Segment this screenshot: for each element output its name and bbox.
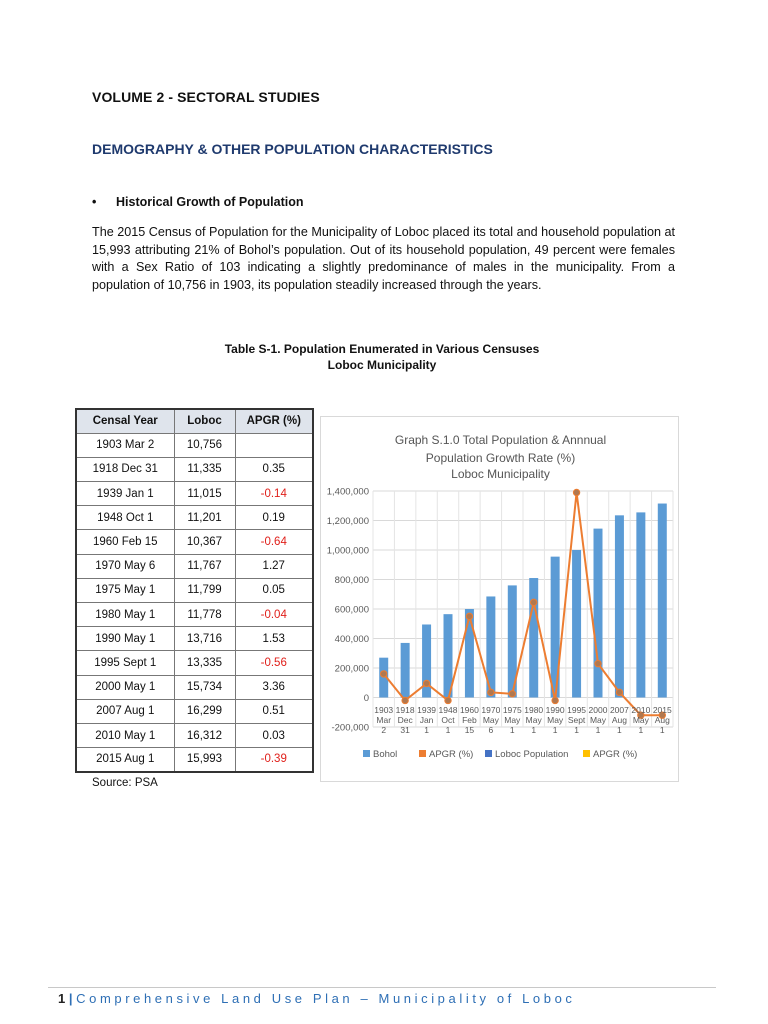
cell-censal-year: 1939 Jan 1 [76,482,174,506]
x-tick-label-month: Jan [419,715,434,725]
y-tick-label: 1,000,000 [326,545,369,557]
bar [594,529,603,698]
footer-separator: | [68,991,73,1006]
census-table-body [76,433,313,772]
cell-censal-year: 1970 May 6 [76,554,174,578]
table-row [76,457,313,481]
x-tick-label-day: 15 [464,725,475,735]
population-chart [320,416,679,782]
y-tick-label: -200,000 [331,722,369,734]
table-row [76,723,313,747]
body-paragraph: The 2015 Census of Population for the Municipality of Loboc placed its total and household population at 15,993 attributing 21% of Bohol’s population. Out of its household population, 49 percent were females with a Sex Ratio of 103 indicating a slightly predominance of males in the municipality. From a population of 10,756 in 1903, its population steadily increased through the years. [92,225,675,292]
table-row [76,748,313,772]
legend-label: Loboc Population [495,749,569,760]
table-subtitle: Loboc Municipality [327,358,437,372]
table-row [76,627,313,651]
x-tick-label-year: 1970 [481,705,501,715]
table-row [76,506,313,530]
cell-loboc: 13,335 [174,651,235,675]
x-tick-label-month: May [504,715,521,725]
cell-loboc: 16,299 [174,699,235,723]
legend-label: APGR (%) [593,749,638,760]
bar [658,504,667,698]
x-tick-label-year: 1990 [545,705,565,715]
x-tick-label-month: Oct [441,715,455,725]
cell-apgr: -0.64 [235,530,313,554]
y-tick-label: 800,000 [334,575,369,586]
line-point [466,613,472,619]
x-tick-label-day: 1 [595,725,601,735]
cell-censal-year: 2000 May 1 [76,675,174,699]
cell-loboc: 11,201 [174,506,235,530]
table-row [76,651,313,675]
x-tick-label-month: Aug [654,715,670,725]
chart-title-line-2: Population Growth Rate (%) [425,451,576,465]
cell-apgr: -0.14 [235,482,313,506]
x-tick-label-month: May [632,715,649,725]
x-tick-label-month: Mar [376,715,392,725]
bullet-text: Historical Growth of Population [116,195,304,209]
legend-swatch [419,750,426,757]
cell-loboc: 15,993 [174,748,235,772]
cell-censal-year: 1980 May 1 [76,603,174,627]
cell-loboc: 16,312 [174,723,235,747]
x-tick-label-month: Aug [611,715,627,725]
x-tick-label-year: 1980 [524,705,544,715]
cell-apgr: 0.51 [235,699,313,723]
y-tick-label: 600,000 [334,604,369,616]
cell-loboc: 11,335 [174,457,235,481]
x-tick-label-day: 1 [659,725,665,735]
cell-apgr: 0.03 [235,723,313,747]
x-tick-label-year: 2007 [609,705,629,715]
x-tick-label-month: May [525,715,542,725]
x-tick-label-day: 1 [617,725,622,735]
cell-censal-year: 2010 May 1 [76,723,174,747]
x-tick-label-day: 1 [445,725,451,735]
bar [636,512,645,697]
table-row [76,603,313,627]
cell-censal-year: 1918 Dec 31 [76,457,174,481]
y-tick-label: 1,400,000 [326,486,369,498]
cell-loboc: 10,367 [174,530,235,554]
x-tick-label-month: May [547,715,564,725]
cell-apgr: -0.39 [235,748,313,772]
table-row [76,433,313,457]
section-title: DEMOGRAPHY & OTHER POPULATION CHARACTERISTICS [92,141,493,157]
x-tick-label-year: 1995 [567,705,587,715]
x-tick-label-day: 2 [381,725,387,735]
x-tick-label-year: 2000 [588,705,608,715]
x-tick-label-year: 1975 [502,705,522,715]
chart-title-line-3: Loboc Municipality [451,467,550,481]
cell-apgr: -0.04 [235,603,313,627]
line-point [423,680,429,686]
header-apgr: APGR (%) [235,409,313,433]
bullet-symbol: • [92,195,97,209]
bar [401,643,410,698]
x-tick-label-day: 1 [574,725,579,735]
cell-censal-year: 2015 Aug 1 [76,748,174,772]
y-tick-label: 1,200,000 [326,516,369,527]
x-tick-label-year: 1948 [438,705,458,715]
line-point [531,599,537,605]
cell-apgr: 0.35 [235,457,313,481]
line-point [616,689,622,695]
x-tick-label-month: Sept [567,715,586,725]
cell-censal-year: 2007 Aug 1 [76,699,174,723]
x-tick-label-year: 1939 [417,705,437,715]
cell-apgr: -0.56 [235,651,313,675]
footer-divider [48,987,716,988]
legend-swatch [485,750,492,757]
chart-plot [321,417,680,783]
cell-loboc: 11,778 [174,603,235,627]
table-row [76,530,313,554]
line-point [445,697,451,703]
x-tick-label-month: Feb [462,715,477,725]
table-row [76,675,313,699]
cell-apgr: 3.36 [235,675,313,699]
cell-apgr: 1.53 [235,627,313,651]
line-point [552,697,558,703]
cell-loboc: 15,734 [174,675,235,699]
y-tick-label: 200,000 [334,663,369,675]
cell-censal-year: 1990 May 1 [76,627,174,651]
legend-swatch [363,750,370,757]
legend-label: APGR (%) [429,749,474,760]
header-censal-year: Censal Year [76,409,174,433]
line-point [573,489,579,495]
cell-apgr: 0.19 [235,506,313,530]
table-row [76,578,313,602]
x-tick-label-day: 1 [552,725,558,735]
line-point [402,697,408,703]
header-loboc: Loboc [174,409,235,433]
cell-apgr: 0.05 [235,578,313,602]
cell-censal-year: 1995 Sept 1 [76,651,174,675]
y-tick-label: 0 [363,693,369,704]
page-number: 1 [58,991,66,1006]
line-point [509,691,515,697]
table-row [76,482,313,506]
x-tick-label-year: 2010 [631,705,651,715]
x-tick-label-day: 1 [509,725,515,735]
bar [572,550,581,698]
cell-apgr: 1.27 [235,554,313,578]
source-note: Source: PSA [92,777,158,789]
cell-loboc: 11,799 [174,578,235,602]
cell-censal-year: 1903 Mar 2 [76,433,174,457]
line-point [381,671,387,677]
cell-loboc: 11,767 [174,554,235,578]
x-tick-label-month: Dec [397,715,413,725]
cell-loboc: 13,716 [174,627,235,651]
page-footer [58,991,576,1006]
x-tick-label-year: 1918 [395,705,415,715]
line-point [488,689,494,695]
x-tick-label-month: May [482,715,499,725]
x-tick-label-day: 6 [488,725,494,735]
x-tick-label-day: 1 [638,725,644,735]
table-row [76,554,313,578]
cell-censal-year: 1975 May 1 [76,578,174,602]
cell-censal-year: 1960 Feb 15 [76,530,174,554]
x-tick-label-day: 31 [400,725,410,735]
bar [529,578,538,697]
x-tick-label-year: 1960 [459,705,479,715]
legend-swatch [583,750,590,757]
x-tick-label-day: 1 [531,725,537,735]
x-tick-label-month: May [589,715,607,725]
bar [615,515,624,697]
cell-censal-year: 1948 Oct 1 [76,506,174,530]
x-tick-label-year: 1903 [374,705,394,715]
y-tick-label: 400,000 [334,634,369,645]
chart-title-line-1: Graph S.1.0 Total Population & Annnual [394,433,607,447]
cell-loboc: 10,756 [174,433,235,457]
footer-plan-title: Comprehensive Land Use Plan – Municipality of Loboc [76,991,576,1006]
x-tick-label-year: 2015 [652,705,672,715]
table-title: Table S-1. Population Enumerated in Various Censuses [224,342,540,356]
cell-loboc: 11,015 [174,482,235,506]
cell-apgr [235,433,313,457]
legend-label: Bohol [373,749,398,760]
volume-title: VOLUME 2 - SECTORAL STUDIES [92,89,320,105]
census-table [75,408,314,773]
x-tick-label-day: 1 [424,725,429,735]
table-row [76,699,313,723]
line-point [595,660,601,666]
bar [465,609,474,698]
